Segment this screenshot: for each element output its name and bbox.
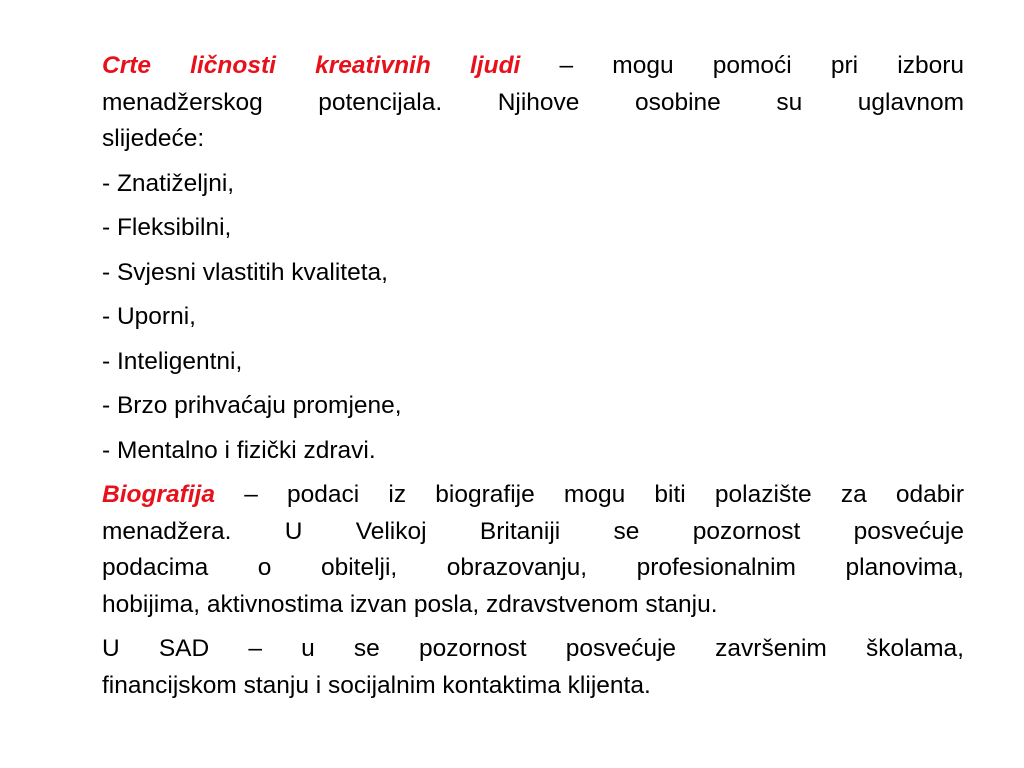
trait-item: - Svjesni vlastitih kvaliteta, [102, 258, 388, 286]
usa-line-2: financijskom stanju i socijalnim kontaktima klijenta. [102, 671, 651, 699]
biography-text-1: – podaci iz biografije mogu biti polazište za odabir [215, 481, 964, 508]
intro-line-3: slijedeće: [102, 125, 205, 152]
intro-keyword: Crte ličnosti kreativnih ljudi [102, 52, 521, 79]
biography-line-3: podacima o obitelji, obrazovanju, profesionalnim planovima, [102, 554, 964, 581]
trait-item: - Inteligentni, [102, 347, 243, 375]
trait-item: - Fleksibilni, [102, 214, 232, 241]
trait-item: - Brzo prihvaćaju promjene, [102, 392, 402, 419]
usa-paragraph [102, 631, 964, 704]
intro-paragraph [102, 48, 964, 158]
biography-line-2: menadžera. U Velikoj Britaniji se pozornost posvećuje [102, 517, 964, 545]
trait-item: - Uporni, [102, 303, 196, 330]
trait-item: - Mentalno i fizički zdravi. [102, 436, 376, 464]
intro-line-2: menadžerskog potencijala. Njihove osobine su uglavnom [102, 88, 964, 116]
trait-item: - Znatiželjni, [102, 169, 235, 197]
biography-paragraph [102, 477, 964, 623]
slide-body [102, 48, 964, 712]
usa-line-1: U SAD – u se pozornost posvećuje završenim školama, [102, 635, 964, 662]
biography-line-1 [102, 477, 964, 514]
biography-line-4: hobijima, aktivnostima izvan posla, zdravstvenom stanju. [102, 590, 718, 618]
intro-line-1 [102, 48, 964, 85]
traits-list [102, 166, 964, 470]
biography-keyword: Biografija [102, 481, 215, 508]
intro-text-1: – mogu pomoći pri izboru [520, 52, 964, 79]
